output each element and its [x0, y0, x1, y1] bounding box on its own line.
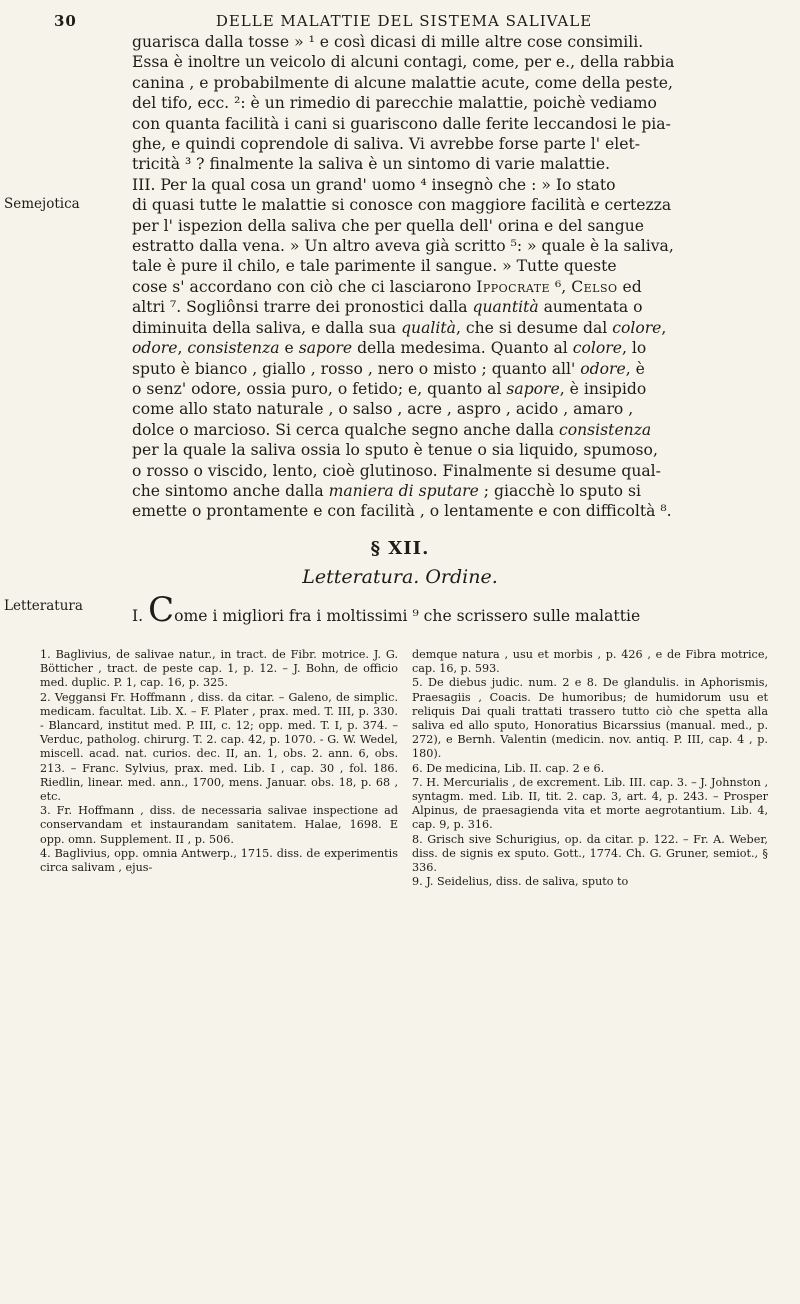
- text: ,: [661, 318, 667, 337]
- text: cose s' accordano con ciò che ci lasciarono: [132, 277, 477, 296]
- footnotes-right-column: [412, 648, 768, 889]
- body-line: III. Per la qual cosa un grand' uomo ⁴ insegnò che : » Io stato: [132, 175, 616, 194]
- footnotes-left-column: [40, 648, 398, 875]
- emphasis: consistenza: [187, 339, 280, 358]
- section-numeral: I.: [132, 607, 149, 625]
- text: diminuita della saliva, e dalla sua: [132, 318, 402, 337]
- text: altri ⁷. Sogliônsi trarre dei pronostici dalla: [132, 298, 473, 317]
- body-line: [132, 379, 764, 399]
- body-line: [132, 338, 764, 358]
- section-number: § XII.: [370, 538, 430, 559]
- body-line: [132, 277, 764, 297]
- emphasis: sapore: [506, 379, 560, 398]
- running-head-title: DELLE MALATTIE DEL SISTEMA SALIVALE: [215, 12, 593, 30]
- body-line: [132, 481, 764, 501]
- body-line: estratto dalla vena. » Un altro aveva già scritto ⁵: » quale è la saliva,: [132, 237, 674, 256]
- margin-note-semeiotica: Semejotica: [4, 196, 80, 212]
- footnote: 8. Grisch sive Schurigius, op. da citar. p. 122. – Fr. A. Weber, diss. de signis ex sputo. Gott., 1774. Ch. G. Gruner, semiot., § 336.: [412, 832, 768, 875]
- footnote: 4. Baglivius, opp. omnia Antwerp., 1715. diss. de experimentis circa salivam , ejus-: [40, 846, 398, 875]
- body-line: [132, 318, 764, 338]
- text: , è: [625, 359, 645, 378]
- footnote: 7. H. Mercurialis , de excrement. Lib. III. cap. 3. – J. Johnston , syntagm. med. Lib. II, tit. 2. cap. 3, art. 4, p. 243. – Prosper Alpinus, de praesagienda vita et morte aegrotantium. Lib. 4, cap. 9, p. 316.: [412, 775, 768, 832]
- body-line: con quanta facilità i cani si guariscono dalle ferite leccandosi le pia-: [132, 114, 671, 133]
- text: della medesima. Quanto al: [352, 339, 573, 358]
- author-name-ippocrate: Ippocrate: [476, 277, 551, 296]
- text: , lo: [621, 339, 647, 358]
- emphasis: quantità: [472, 298, 539, 317]
- text: , che si desume dal: [455, 318, 613, 337]
- body-line: guarisca dalla tosse » ¹ e così dicasi di mille altre cose consimili.: [132, 33, 644, 51]
- text: ,: [177, 339, 188, 358]
- body-line: di quasi tutte le malattie si conosce con maggiore facilità e certezza: [132, 196, 672, 215]
- text: e: [279, 339, 299, 358]
- author-name-celso: Celso: [571, 277, 618, 296]
- body-line: per la quale la saliva ossia lo sputo è tenue o sia liquido, spumoso,: [132, 441, 658, 460]
- emphasis: odore: [580, 359, 626, 378]
- body-line: [132, 359, 764, 379]
- text: ed: [617, 277, 642, 296]
- footnote: 9. J. Seidelius, diss. de saliva, sputo to: [412, 875, 629, 889]
- footnote: 1. Baglivius, de salivae natur., in tract. de Fibr. motrice. J. G. Bötticher , tract. de peste cap. 1, p. 12. – J. Bohn, de officio med. duplic. P. 1, cap. 16, p. 325.: [40, 648, 398, 690]
- text: che sintomo anche dalla: [132, 481, 329, 500]
- text: , è insipido: [559, 379, 647, 398]
- body-line: per l' ispezion della saliva che per quella dell' orina e del sangue: [132, 216, 644, 235]
- body-line: [132, 297, 764, 317]
- body-text: [132, 32, 764, 522]
- text: ; giacchè lo sputo si: [478, 481, 641, 500]
- section-subtitle: Letteratura. Ordine.: [302, 566, 498, 588]
- body-line: canina , e probabilmente di alcune malattie acute, come della peste,: [132, 73, 673, 92]
- emphasis: consistenza: [559, 420, 652, 439]
- text: ⁶,: [550, 277, 572, 296]
- section-opening-line: [132, 590, 772, 630]
- emphasis: odore: [132, 339, 178, 358]
- body-line: come allo stato naturale , o salso , acre , aspro , acido , amaro ,: [132, 400, 634, 419]
- emphasis: qualità: [401, 318, 456, 337]
- margin-note-letteratura: Letteratura: [4, 598, 83, 614]
- footnote: 6. De medicina, Lib. II. cap. 2 e 6.: [412, 761, 605, 775]
- footnote: 2. Veggansi Fr. Hoffmann , diss. da citar. – Galeno, de simplic. medicam. facultat. Lib. X. – F. Plater , prax. med. T. III, p. 330. - Blancard, institut med. P. III, c. 12; opp. med. T. I, p. 374. – Verduc, patholog. chirurg. T. 2. cap. 42, p. 1070. - G. W. Wedel, miscell. acad. nat. curios. dec. II, an. 1, obs. 2. ann. 6, obs. 213. – Franc. Sylvius, prax. med. Lib. I , cap. 30 , fol. 186. Riedlin, linear. med. ann., 1700, mens. Januar. obs. 18, p. 68 , etc.: [40, 690, 398, 804]
- body-line: Essa è inoltre un veicolo di alcuni contagi, come, per e., della rabbia: [132, 53, 675, 72]
- emphasis: colore: [572, 339, 622, 358]
- text: sputo è bianco , giallo , rosso , nero o misto ; quanto all': [132, 359, 581, 378]
- emphasis: colore: [612, 318, 662, 337]
- text: dolce o marcioso. Si cerca qualche segno anche dalla: [132, 420, 560, 439]
- body-line: tale è pure il chilo, e tale parimente il sangue. » Tutte queste: [132, 257, 617, 276]
- footnote: 5. De diebus judic. num. 2 e 8. De glandulis. in Aphorismis, Praesagiis , Coacis. De humoribus; de humidorum usu et reliquis Dai quali trattati trassero tutto ciò che spetta alla saliva ed allo sputo, Honoratius Bicarssius (manual. med., p. 272), e Bernh. Valentin (medicin. nov. antiq. P. III, cap. 4 , p. 180).: [412, 676, 768, 761]
- body-line: del tifo, ecc. ²: è un rimedio di parecchie malattie, poichè vediamo: [132, 94, 657, 113]
- drop-cap: C: [148, 590, 175, 630]
- footnote: demque natura , usu et morbis , p. 426 , e de Fibra motrice, cap. 16, p. 593.: [412, 648, 768, 676]
- text: aumentata o: [538, 298, 643, 317]
- emphasis: maniera di sputare: [328, 481, 479, 500]
- emphasis: sapore: [298, 339, 353, 358]
- body-line: ghe, e quindi coprendole di saliva. Vi avrebbe forse parte l' elet-: [132, 135, 640, 154]
- body-line: tricità ³ ? finalmente la saliva è un sintomo di varie malattie.: [132, 155, 611, 174]
- body-line: [132, 420, 764, 440]
- footnote: 3. Fr. Hoffmann , diss. de necessaria salivae inspectione ad conservandam et instaurandam sanitatem. Halae, 1698. E opp. omn. Supplement. II , p. 506.: [40, 804, 398, 846]
- body-line: o rosso o viscido, lento, cioè glutinoso. Finalmente si desume qual-: [132, 461, 661, 480]
- text: o senz' odore, ossia puro, o fetido; e, quanto al: [132, 379, 507, 398]
- body-line: emette o prontamente e con facilità , o lentamente e con difficoltà ⁸.: [132, 502, 672, 521]
- page-number: 30: [54, 12, 77, 30]
- section-opening-text: ome i migliori fra i moltissimi ⁹ che scrissero sulle malattie: [174, 607, 641, 625]
